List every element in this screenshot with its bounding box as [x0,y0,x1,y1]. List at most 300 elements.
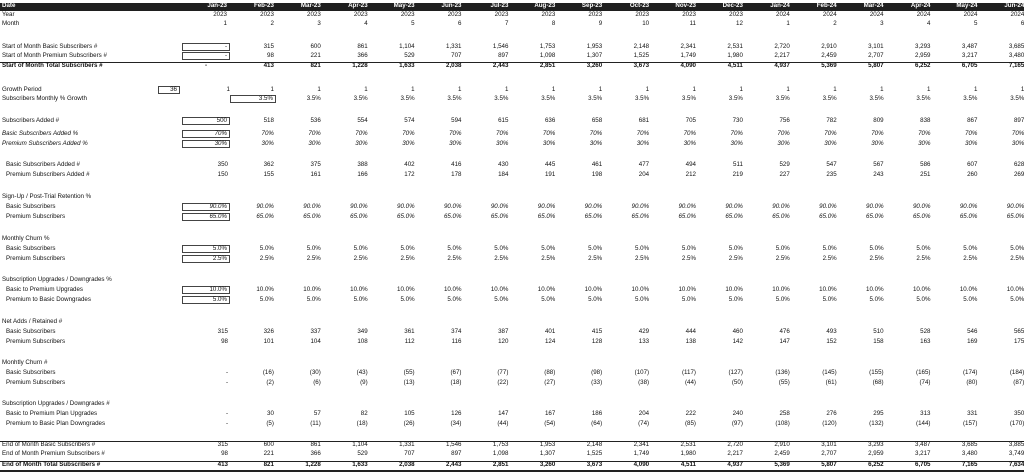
growth-period-cell[interactable]: 1 [364,86,368,93]
updown-pct-up-cell[interactable]: 10.0% [912,286,931,293]
churn-pct-premium-cell[interactable]: 2.5% [963,255,978,262]
growth-period-cell[interactable]: 1 [645,86,650,93]
retention-basic-cell[interactable]: 90.0% [772,203,790,210]
year-cell[interactable]: 2023 [729,11,743,18]
growth-rate-cell[interactable]: 3.5% [541,95,556,102]
year-cell[interactable]: 2023 [682,11,696,18]
churn-pct-basic-cell[interactable]: 5.0% [306,245,321,252]
added-total-cell[interactable]: 554 [357,117,368,124]
som-total-cell[interactable]: 3,673 [633,62,650,69]
som-basic-cell[interactable]: 1,953 [586,43,603,50]
churn-pct-premium-cell[interactable]: 2.5% [1010,255,1024,262]
growth-period-cell[interactable]: 1 [786,86,790,93]
retention-basic-cell[interactable]: 90.0% [303,203,321,210]
year-cell[interactable]: 2024 [1010,11,1024,18]
updown-pct-down-cell[interactable]: 5.0% [681,296,696,303]
updown-pct-down-input[interactable]: 5.0% [182,296,230,304]
growth-rate-cell[interactable]: 3.5% [353,95,368,102]
retention-premium-cell[interactable]: 65.0% [725,213,743,220]
month-cell[interactable]: 4 [364,20,368,27]
month-cell[interactable]: 6 [1020,20,1024,27]
added-total-cell[interactable]: 518 [263,117,274,124]
som-basic-cell[interactable]: 3,685 [1008,43,1024,50]
growth-rate-cell[interactable]: 3.5% [1010,95,1024,102]
som-premium-cell[interactable]: 2,217 [774,52,790,59]
year-cell[interactable]: 2024 [869,11,884,18]
churn-pct-basic-cell[interactable]: 5.0% [259,245,274,252]
updown-pct-down-cell[interactable]: 5.0% [306,296,321,303]
retention-basic-cell[interactable]: 90.0% [350,203,368,210]
date-cell[interactable]: Dec-23 [722,2,743,9]
month-cell[interactable]: 6 [458,20,462,27]
retention-basic-cell[interactable]: 90.0% [631,203,650,210]
added-basic-num-cell[interactable]: 461 [591,161,603,168]
added-premium-num-cell[interactable]: 204 [638,171,650,178]
growth-rate-cell[interactable]: 3.5% [306,95,321,102]
date-cell[interactable]: Sep-23 [581,2,603,9]
added-basic-num-cell[interactable]: 511 [733,161,743,168]
updown-pct-up-cell[interactable]: 10.0% [819,286,837,293]
retention-premium-input[interactable]: 65.0% [182,213,230,221]
retention-basic-cell[interactable]: 90.0% [584,203,603,210]
retention-premium-cell[interactable]: 65.0% [631,213,650,220]
churn-pct-basic-cell[interactable]: 5.0% [869,245,884,252]
month-cell[interactable]: 11 [689,20,696,27]
churn-pct-basic-cell[interactable]: 5.0% [681,245,696,252]
retention-premium-cell[interactable]: 65.0% [443,213,462,220]
churn-pct-premium-cell[interactable]: 2.5% [306,255,321,262]
month-cell[interactable]: 5 [973,20,978,27]
som-basic-cell[interactable]: 1,546 [492,43,509,50]
som-total-cell[interactable]: 2,851 [539,62,556,69]
updown-pct-up-cell[interactable]: 10.0% [1006,286,1024,293]
som-basic-cell[interactable]: 2,341 [680,43,696,50]
month-cell[interactable]: 8 [551,20,556,27]
som-basic-cell[interactable]: 1,104 [399,43,415,50]
som-total-cell[interactable]: 4,090 [680,62,696,69]
added-basic-pct-cell[interactable]: 70% [965,130,978,137]
som-total-cell[interactable]: 2,038 [446,62,462,69]
year-cell[interactable]: 2023 [588,11,603,18]
added-premium-num-cell[interactable]: 166 [357,171,368,178]
som-total-cell[interactable]: 4,937 [774,62,790,69]
added-premium-pct-cell[interactable]: 30% [965,140,978,147]
updown-pct-down-cell[interactable]: 5.0% [588,296,603,303]
updown-pct-down-cell[interactable]: 5.0% [541,296,556,303]
updown-pct-down-cell[interactable]: 5.0% [775,296,790,303]
som-premium-cell[interactable]: 221 [310,52,321,59]
growth-rate-cell[interactable]: 3.5% [681,95,696,102]
month-cell[interactable]: 1 [223,20,227,27]
churn-pct-basic-cell[interactable]: 5.0% [353,245,368,252]
added-basic-num-cell[interactable]: 416 [451,161,462,168]
added-basic-pct-cell[interactable]: 70% [261,130,274,137]
added-basic-pct-cell[interactable]: 70% [449,130,462,137]
added-basic-pct-cell[interactable]: 70% [730,130,743,137]
growth-period-cell[interactable]: 1 [504,86,509,93]
added-premium-pct-cell[interactable]: 30% [496,140,509,147]
som-premium-cell[interactable]: 2,959 [915,52,931,59]
churn-pct-premium-cell[interactable]: 2.5% [400,255,415,262]
month-cell[interactable]: 1 [786,20,790,27]
added-premium-pct-cell[interactable]: 30% [777,140,790,147]
growth-rate-cell[interactable]: 3.5% [869,95,884,102]
month-cell[interactable]: 12 [736,20,743,27]
year-cell[interactable]: 2023 [353,11,368,18]
retention-basic-cell[interactable]: 90.0% [725,203,743,210]
updown-pct-up-input[interactable]: 10.0% [182,286,230,294]
updown-pct-down-cell[interactable]: 5.0% [822,296,837,303]
added-total-cell[interactable]: 658 [591,117,603,124]
date-cell[interactable]: Mar-23 [300,2,321,9]
churn-pct-premium-cell[interactable]: 2.5% [822,255,837,262]
churn-pct-basic-cell[interactable]: 5.0% [1010,245,1024,252]
updown-pct-down-cell[interactable]: 5.0% [963,296,978,303]
month-cell[interactable]: 5 [411,20,415,27]
som-basic-cell[interactable]: 3,487 [961,43,978,50]
added-basic-num-cell[interactable]: 547 [826,161,837,168]
added-premium-pct-cell[interactable]: 30% [355,140,368,147]
added-total-cell[interactable]: 897 [1013,117,1024,124]
churn-pct-basic-cell[interactable]: 5.0% [775,245,790,252]
added-premium-pct-cell[interactable]: 30% [308,140,321,147]
updown-pct-down-cell[interactable]: 5.0% [400,296,415,303]
som-premium-cell[interactable]: 366 [357,52,368,59]
year-cell[interactable]: 2023 [494,11,509,18]
added-basic-pct-cell[interactable]: 70% [824,130,837,137]
year-cell[interactable]: 2023 [635,11,650,18]
growth-rate-cell[interactable]: 3.5% [588,95,603,102]
added-basic-pct-cell[interactable]: 70% [402,130,415,137]
month-cell[interactable]: 4 [927,20,931,27]
churn-pct-premium-cell[interactable]: 2.5% [775,255,790,262]
updown-pct-up-cell[interactable]: 10.0% [725,286,743,293]
som-premium-cell[interactable]: 98 [267,52,274,59]
churn-pct-basic-cell[interactable]: 5.0% [588,245,603,252]
added-total-cell[interactable]: 809 [873,117,884,124]
added-premium-pct-input[interactable]: 30% [182,140,230,148]
som-premium-input[interactable]: - [182,52,230,60]
growth-rate-input[interactable]: 3.5% [230,95,276,103]
month-cell[interactable]: 2 [270,20,274,27]
churn-pct-basic-cell[interactable]: 5.0% [494,245,509,252]
added-basic-num-cell[interactable]: 628 [1013,161,1024,168]
som-premium-cell[interactable]: 1,098 [539,52,556,59]
updown-pct-up-cell[interactable]: 10.0% [537,286,556,293]
som-total-cell[interactable]: 821 [310,62,321,69]
churn-pct-premium-cell[interactable]: 2.5% [681,255,696,262]
som-premium-cell[interactable]: 1,307 [586,52,603,59]
year-cell[interactable]: 2024 [916,11,931,18]
growth-period-input[interactable]: 36 [158,86,180,94]
churn-pct-basic-cell[interactable]: 5.0% [541,245,556,252]
added-total-cell[interactable]: 782 [826,117,837,124]
updown-pct-up-cell[interactable]: 10.0% [350,286,368,293]
som-premium-cell[interactable]: 897 [498,52,509,59]
added-basic-num-cell[interactable]: 445 [544,161,556,168]
added-total-cell[interactable]: 756 [779,117,790,124]
retention-basic-cell[interactable]: 90.0% [443,203,462,210]
churn-pct-basic-cell[interactable]: 5.0% [634,245,650,252]
som-basic-input[interactable]: - [182,43,230,51]
som-total-cell[interactable]: 1,633 [399,62,415,69]
churn-pct-basic-cell[interactable]: 5.0% [400,245,415,252]
date-cell[interactable]: May-24 [956,2,978,9]
added-basic-pct-cell[interactable]: 70% [871,130,884,137]
som-basic-cell[interactable]: 1,753 [539,43,556,50]
som-premium-cell[interactable]: 2,707 [868,52,884,59]
retention-basic-cell[interactable]: 90.0% [678,203,696,210]
som-total-cell[interactable]: 4,511 [727,62,743,69]
date-cell[interactable]: Nov-23 [675,2,696,9]
updown-pct-up-cell[interactable]: 10.0% [678,286,696,293]
retention-premium-cell[interactable]: 65.0% [912,213,931,220]
churn-pct-basic-cell[interactable]: 5.0% [728,245,743,252]
updown-pct-down-cell[interactable]: 5.0% [916,296,931,303]
growth-rate-cell[interactable]: 3.5% [916,95,931,102]
date-cell[interactable]: Aug-23 [534,2,556,9]
updown-pct-up-cell[interactable]: 10.0% [584,286,603,293]
added-premium-pct-cell[interactable]: 30% [824,140,837,147]
churn-pct-premium-cell[interactable]: 2.5% [916,255,931,262]
growth-period-cell[interactable]: 1 [833,86,837,93]
retention-premium-cell[interactable]: 65.0% [584,213,603,220]
year-cell[interactable]: 2023 [307,11,321,18]
added-premium-pct-cell[interactable]: 30% [871,140,884,147]
added-premium-num-cell[interactable]: 198 [591,171,603,178]
added-premium-pct-cell[interactable]: 30% [589,140,603,147]
growth-rate-cell[interactable]: 3.5% [963,95,978,102]
churn-pct-basic-cell[interactable]: 5.0% [916,245,931,252]
added-total-cell[interactable]: 838 [920,117,931,124]
year-cell[interactable]: 2024 [822,11,837,18]
growth-period-cell[interactable]: 1 [973,86,978,93]
retention-premium-cell[interactable]: 65.0% [678,213,696,220]
added-basic-num-cell[interactable]: 567 [873,161,884,168]
added-basic-num-cell[interactable]: 494 [685,161,696,168]
retention-basic-cell[interactable]: 90.0% [490,203,509,210]
som-basic-cell[interactable]: 1,331 [446,43,462,50]
som-premium-cell[interactable]: 3,217 [961,52,978,59]
growth-period-cell[interactable]: 1 [270,86,274,93]
added-basic-num-cell[interactable]: 388 [357,161,368,168]
month-cell[interactable]: 2 [833,20,837,27]
added-basic-num-cell[interactable]: 529 [779,161,790,168]
date-cell[interactable]: Oct-23 [629,2,650,9]
som-total-cell[interactable]: 5,807 [868,62,884,69]
added-basic-num-cell[interactable]: 430 [498,161,509,168]
retention-basic-cell[interactable]: 90.0% [256,203,274,210]
retention-premium-cell[interactable]: 65.0% [397,213,415,220]
retention-premium-cell[interactable]: 65.0% [959,213,978,220]
added-basic-pct-cell[interactable]: 70% [683,130,696,137]
date-cell[interactable]: Jan-23 [207,2,227,9]
added-basic-pct-input[interactable]: 70% [182,130,230,138]
som-total-cell[interactable]: 413 [263,62,274,69]
churn-pct-premium-cell[interactable]: 2.5% [259,255,274,262]
added-total-cell[interactable]: 705 [685,117,696,124]
growth-rate-cell[interactable]: 3.5% [634,95,650,102]
year-cell[interactable]: 2024 [776,11,790,18]
churn-pct-premium-cell[interactable]: 2.5% [447,255,462,262]
som-basic-cell[interactable]: 2,910 [821,43,837,50]
som-total-cell[interactable]: 3,260 [586,62,603,69]
year-cell[interactable]: 2023 [541,11,556,18]
added-premium-pct-cell[interactable]: 30% [1011,140,1024,147]
churn-pct-premium-cell[interactable]: 2.5% [728,255,743,262]
growth-rate-cell[interactable]: 3.5% [728,95,743,102]
added-premium-num-cell[interactable]: 260 [967,171,978,178]
churn-pct-basic-cell[interactable]: 5.0% [447,245,462,252]
year-cell[interactable]: 2024 [963,11,978,18]
year-cell[interactable]: 2023 [447,11,462,18]
growth-period-cell[interactable]: 1 [411,86,415,93]
som-basic-cell[interactable]: 2,531 [727,43,743,50]
retention-premium-cell[interactable]: 65.0% [819,213,837,220]
added-total-cell[interactable]: 536 [310,117,321,124]
retention-premium-cell[interactable]: 65.0% [866,213,884,220]
date-cell[interactable]: Feb-24 [816,2,837,9]
added-total-cell[interactable]: 574 [404,117,415,124]
retention-basic-cell[interactable]: 90.0% [1006,203,1024,210]
retention-premium-cell[interactable]: 65.0% [1006,213,1024,220]
month-cell[interactable]: 9 [598,20,603,27]
churn-pct-premium-cell[interactable]: 2.5% [634,255,650,262]
added-basic-pct-cell[interactable]: 70% [636,130,650,137]
added-premium-num-cell[interactable]: 235 [826,171,837,178]
som-premium-cell[interactable]: 529 [404,52,415,59]
churn-pct-premium-cell[interactable]: 2.5% [869,255,884,262]
added-premium-pct-cell[interactable]: 30% [636,140,650,147]
added-basic-pct-cell[interactable]: 70% [918,130,931,137]
added-premium-num-cell[interactable]: 219 [732,171,743,178]
added-basic-pct-cell[interactable]: 70% [777,130,790,137]
added-total-cell[interactable]: 615 [498,117,509,124]
som-basic-cell[interactable]: 3,293 [915,43,931,50]
year-cell[interactable]: 2023 [400,11,415,18]
added-basic-num-cell[interactable]: 607 [967,161,978,168]
added-basic-pct-cell[interactable]: 70% [1011,130,1024,137]
retention-basic-cell[interactable]: 90.0% [537,203,556,210]
added-premium-num-cell[interactable]: 155 [263,171,274,178]
added-premium-pct-cell[interactable]: 30% [542,140,556,147]
added-total-cell[interactable]: 730 [732,117,743,124]
added-premium-num-cell[interactable]: 269 [1013,171,1024,178]
added-premium-pct-cell[interactable]: 30% [449,140,462,147]
added-premium-num-cell[interactable]: 191 [544,171,556,178]
date-cell[interactable]: Jul-23 [490,2,509,9]
added-basic-num-cell[interactable]: 477 [638,161,650,168]
som-total-cell[interactable]: 2,443 [492,62,509,69]
som-basic-cell[interactable]: 861 [357,43,368,50]
updown-pct-down-cell[interactable]: 5.0% [1010,296,1024,303]
added-premium-num-cell[interactable]: 243 [873,171,884,178]
added-premium-num-cell[interactable]: 251 [920,171,931,178]
updown-pct-down-cell[interactable]: 5.0% [634,296,650,303]
added-basic-pct-cell[interactable]: 70% [589,130,603,137]
churn-pct-basic-input[interactable]: 5.0% [182,245,230,253]
month-cell[interactable]: 10 [642,20,650,27]
added-basic-pct-cell[interactable]: 70% [355,130,368,137]
date-cell[interactable]: Jun-24 [1004,2,1024,9]
som-total-cell[interactable]: 6,705 [961,62,978,69]
month-cell[interactable]: 3 [317,20,321,27]
growth-rate-cell[interactable]: 3.5% [400,95,415,102]
date-cell[interactable]: May-23 [393,2,415,9]
growth-rate-cell[interactable]: 3.5% [822,95,837,102]
retention-basic-input[interactable]: 90.0% [182,203,230,211]
growth-period-cell[interactable]: 1 [880,86,884,93]
growth-period-cell[interactable]: 1 [458,86,462,93]
som-premium-cell[interactable]: 3,480 [1008,52,1024,59]
retention-basic-cell[interactable]: 90.0% [959,203,978,210]
som-basic-cell[interactable]: 600 [310,43,321,50]
som-premium-cell[interactable]: 707 [451,52,462,59]
updown-pct-up-cell[interactable]: 10.0% [397,286,415,293]
retention-premium-cell[interactable]: 65.0% [490,213,509,220]
date-cell[interactable]: Jan-24 [770,2,790,9]
growth-period-cell[interactable]: 1 [927,86,931,93]
added-basic-num-cell[interactable]: 586 [920,161,931,168]
growth-rate-cell[interactable]: 3.5% [494,95,509,102]
som-basic-cell[interactable]: 2,148 [633,43,650,50]
retention-premium-cell[interactable]: 65.0% [772,213,790,220]
date-cell[interactable]: Apr-23 [348,2,368,9]
updown-pct-up-cell[interactable]: 10.0% [490,286,509,293]
added-basic-pct-cell[interactable]: 70% [542,130,556,137]
growth-period-cell[interactable]: 1 [1020,86,1024,93]
added-premium-pct-cell[interactable]: 30% [261,140,274,147]
churn-pct-premium-cell[interactable]: 2.5% [353,255,368,262]
date-cell[interactable]: Feb-23 [253,2,274,9]
added-basic-pct-cell[interactable]: 70% [308,130,321,137]
added-premium-num-cell[interactable]: 178 [451,171,462,178]
churn-pct-premium-cell[interactable]: 2.5% [494,255,509,262]
added-basic-num-cell[interactable]: 375 [310,161,321,168]
updown-pct-up-cell[interactable]: 10.0% [631,286,650,293]
added-premium-num-cell[interactable]: 172 [404,171,415,178]
updown-pct-down-cell[interactable]: 5.0% [259,296,274,303]
som-premium-cell[interactable]: 2,459 [821,52,837,59]
updown-pct-down-cell[interactable]: 5.0% [869,296,884,303]
added-premium-num-cell[interactable]: 161 [310,171,321,178]
added-basic-num-cell[interactable]: 362 [263,161,274,168]
updown-pct-down-cell[interactable]: 5.0% [494,296,509,303]
growth-period-cell[interactable]: 1 [598,86,603,93]
added-total-cell[interactable]: 636 [544,117,556,124]
som-premium-cell[interactable]: 1,749 [680,52,696,59]
growth-rate-cell[interactable]: 3.5% [447,95,462,102]
added-premium-num-cell[interactable]: 212 [685,171,696,178]
updown-pct-up-cell[interactable]: 10.0% [256,286,274,293]
date-cell[interactable]: Mar-24 [863,2,884,9]
churn-pct-basic-cell[interactable]: 5.0% [963,245,978,252]
churn-pct-premium-input[interactable]: 2.5% [182,255,230,263]
updown-pct-up-cell[interactable]: 10.0% [866,286,884,293]
retention-basic-cell[interactable]: 90.0% [866,203,884,210]
som-total-cell[interactable]: 6,252 [915,62,931,69]
growth-rate-cell[interactable]: 3.5% [775,95,790,102]
month-cell[interactable]: 7 [504,20,509,27]
date-cell[interactable]: Apr-24 [910,2,931,9]
year-cell[interactable]: 2023 [213,11,227,18]
som-total-cell[interactable]: 1,228 [352,62,368,69]
updown-pct-up-cell[interactable]: 10.0% [772,286,790,293]
churn-pct-premium-cell[interactable]: 2.5% [541,255,556,262]
added-basic-pct-cell[interactable]: 70% [496,130,509,137]
som-total-cell[interactable]: 5,369 [821,62,837,69]
som-basic-cell[interactable]: 3,101 [868,43,884,50]
